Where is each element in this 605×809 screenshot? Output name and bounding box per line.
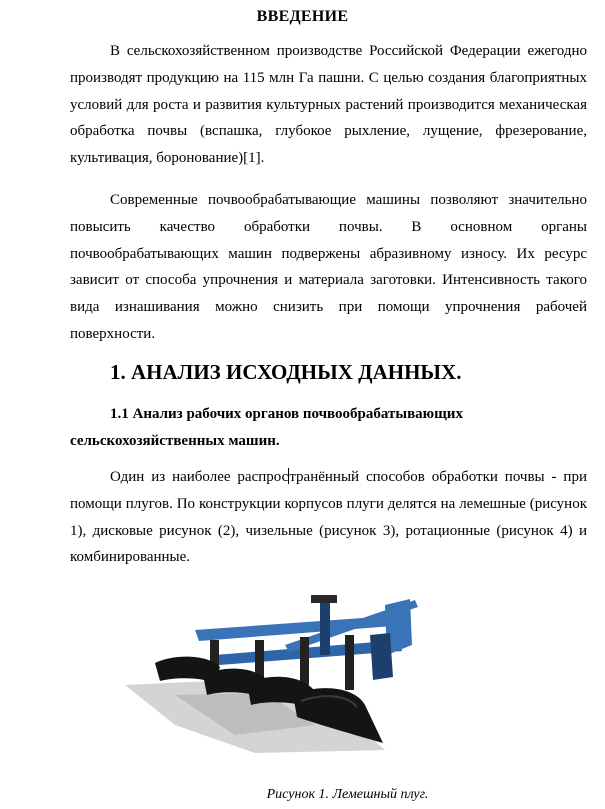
mast-top (311, 595, 337, 603)
paragraph-text-before-cursor: Один из наиболее распрос (110, 469, 289, 485)
stand-3 (300, 637, 309, 685)
mast (320, 600, 330, 655)
intro-paragraph-2: Современные почвообрабатывающие машины позволяют значительно повысить качество обработки почвы. В основном органы почвообрабатывающих машин подвержены абразивному износу. Их ресурс зависит от способа упрочнения и материала заготовки. Интенсивность такого вида изнашивания можно снизить при помощи упрочнения рабочей поверхности. (70, 192, 587, 342)
stand-4 (345, 635, 354, 690)
intro-paragraph-1: В сельскохозяйственном производстве Российской Федерации ежегодно производят продукцию на 115 млн Га пашни. С целью создания благоприятных условий для роста и развития культурных растений производится механическая обработка почвы (вспашка, глубокое рыхление, лущение, фрезерование, культивация, боронование)[1]. (70, 43, 587, 167)
page-heading: ВВЕДЕНИЕ (256, 8, 349, 25)
plough-illustration (115, 585, 425, 755)
figure-caption: Рисунок 1. Лемешный плуг. (266, 787, 429, 802)
subsection-title: 1.1 Анализ рабочих органов почвообрабатывающих сельскохозяйственных машин. (70, 406, 463, 449)
section-title: 1. АНАЛИЗ ИСХОДНЫХ ДАННЫХ. (110, 360, 462, 384)
body-paragraph-3[interactable] (70, 464, 587, 571)
frame-rear-bar (370, 633, 393, 680)
paragraph-text-after-cursor: транённый способов обработки почвы - при помощи плугов. По конструкции корпусов плуги делятся на лемешные (рисунок 1), дисковые рисунок (2), чизельные (рисунок 3), ротационные (рисунок 4) и комбинированные. (70, 469, 587, 566)
